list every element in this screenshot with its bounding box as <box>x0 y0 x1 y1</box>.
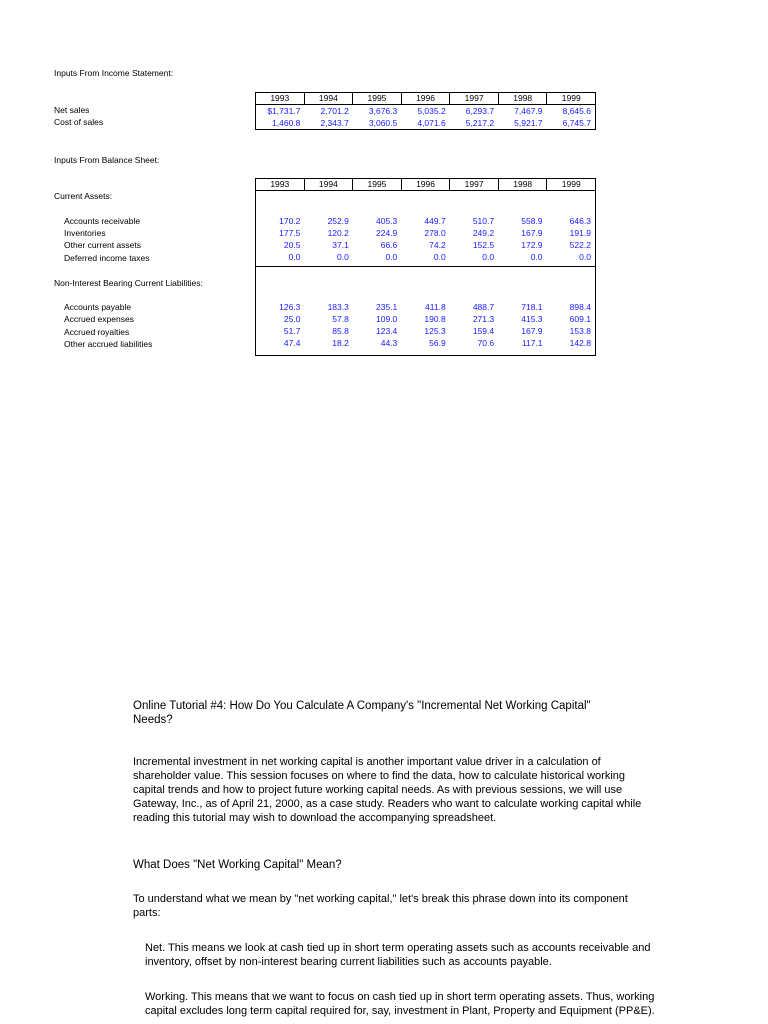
value-cell: 18.2 <box>332 338 349 348</box>
year-cell: 1993 <box>256 93 305 105</box>
value-cell: 142.8 <box>569 338 591 348</box>
value-cell: 70.6 <box>477 338 495 348</box>
value-cell: 125.3 <box>424 326 446 336</box>
year-cell: 1996 <box>402 179 451 191</box>
value-cell: 159.4 <box>472 326 495 336</box>
value-cell: 0.0 <box>385 252 398 262</box>
table-row <box>256 239 595 251</box>
value-cell: 126.3 <box>279 302 301 312</box>
cost-of-sales-row <box>256 117 595 129</box>
value-cell: 449.7 <box>424 216 446 226</box>
value-cell: 167.9 <box>521 326 543 336</box>
row-label: Cost of sales <box>54 117 104 127</box>
year-cell: 1996 <box>402 93 451 105</box>
year-cell: 1998 <box>499 179 548 191</box>
row-label: Other accrued liabilities <box>64 339 153 349</box>
subheading: What Does "Net Working Capital" Mean? <box>133 859 342 871</box>
row-label: Accounts payable <box>64 302 132 312</box>
value-cell: 66.6 <box>380 240 398 250</box>
row-label: Deferred income taxes <box>64 253 150 263</box>
value-cell: 488.7 <box>472 302 495 312</box>
value-cell: 252.9 <box>327 216 349 226</box>
value-cell: 0.0 <box>530 252 543 262</box>
value-cell: 0.0 <box>288 252 301 262</box>
value-cell: 153.8 <box>569 326 591 336</box>
value-cell: 0.0 <box>337 252 349 262</box>
income-heading: Inputs From Income Statement: <box>54 68 174 78</box>
table-row <box>256 325 595 337</box>
working-definition: Working. This means that we want to focus on cash tied up in short term operating assets. Thus, working capital excludes long term capital required for, say, investment in Plant, Property and Equipment (PP&E). <box>145 991 655 1017</box>
table-row <box>256 215 595 227</box>
liabilities-label: Non-Interest Bearing Current Liabilities: <box>54 278 203 288</box>
value-cell: 0.0 <box>433 252 446 262</box>
table-row <box>256 337 595 349</box>
balance-year-header <box>256 179 595 191</box>
value-cell: 120.2 <box>327 228 349 238</box>
value-cell: 191.9 <box>569 228 591 238</box>
net-definition: Net. This means we look at cash tied up in short term operating assets such as accounts receivable and inventory, offset by non-interest bearing current liabilities such as accounts payable. <box>145 942 651 968</box>
liabilities-block <box>256 301 595 349</box>
value-cell: 0.0 <box>579 252 591 262</box>
value-cell: 2,701.2 <box>320 106 349 116</box>
value-cell: 411.8 <box>425 302 446 312</box>
balance-heading: Inputs From Balance Sheet: <box>54 155 160 165</box>
value-cell: 898.4 <box>569 302 591 312</box>
value-cell: 271.3 <box>472 314 495 324</box>
net-sales-row <box>256 105 595 117</box>
row-label: Net sales <box>54 105 90 115</box>
row-label: Accrued royalties <box>64 327 130 337</box>
value-cell: 0.0 <box>482 252 495 262</box>
value-cell: 3,060.5 <box>368 118 398 128</box>
value-cell: 57.8 <box>332 314 349 324</box>
value-cell: 123.4 <box>375 326 398 336</box>
value-cell: 5,217.2 <box>465 118 495 128</box>
section-divider <box>256 266 595 267</box>
value-cell: 522.2 <box>569 240 591 250</box>
current-assets-block <box>256 215 595 263</box>
value-cell: 109.0 <box>375 314 398 324</box>
value-cell: 190.8 <box>424 314 446 324</box>
value-cell: 510.7 <box>472 216 495 226</box>
value-cell: 278.0 <box>424 228 446 238</box>
value-cell: 718.1 <box>521 302 543 312</box>
year-cell: 1995 <box>353 93 402 105</box>
value-cell: 152.5 <box>472 240 495 250</box>
value-cell: 6,745.7 <box>562 118 591 128</box>
value-cell: 7,467.9 <box>514 106 543 116</box>
value-cell: 415.3 <box>521 314 543 324</box>
value-cell: 172.9 <box>521 240 543 250</box>
value-cell: 37.1 <box>332 240 349 250</box>
year-cell: 1993 <box>256 179 305 191</box>
balance-table <box>255 178 596 356</box>
value-cell: 56.9 <box>429 338 446 348</box>
value-cell: 167.9 <box>521 228 543 238</box>
value-cell: 47.4 <box>283 338 301 348</box>
value-cell: 249.2 <box>472 228 495 238</box>
value-cell: 20.5 <box>283 240 301 250</box>
year-cell: 1997 <box>450 179 499 191</box>
value-cell: 4,071.6 <box>417 118 446 128</box>
income-year-header <box>256 93 595 105</box>
year-cell: 1997 <box>450 93 499 105</box>
value-cell: 5,035.2 <box>417 106 446 116</box>
row-label: Other current assets <box>64 240 142 250</box>
value-cell: 183.3 <box>327 302 349 312</box>
table-row <box>256 313 595 325</box>
year-cell: 1999 <box>547 179 595 191</box>
tutorial-intro: Incremental investment in net working capital is another important value driver in a calculation of shareholder value. This session focuses on where to find the data, how to calculate historical working capital trends and how to project future working capital needs. As with previous sessions, we will use Gateway, Inc., as of April 21, 2000, as a case study. Readers who want to calculate working capital while reading this tutorial may wish to download the accompanying spreadsheet. <box>133 756 642 824</box>
income-table <box>255 92 596 130</box>
year-cell: 1994 <box>305 179 354 191</box>
value-cell: 2,343.7 <box>320 118 349 128</box>
year-cell: 1998 <box>499 93 548 105</box>
value-cell: 51.7 <box>283 326 301 336</box>
value-cell: 6,293.7 <box>465 106 495 116</box>
row-label: Accounts receivable <box>64 216 141 226</box>
value-cell: 609.1 <box>569 314 591 324</box>
value-cell: 3,676.3 <box>368 106 398 116</box>
year-cell: 1995 <box>353 179 402 191</box>
paragraph: To understand what we mean by "net working capital," let's break this phrase down into its component parts: <box>133 893 628 919</box>
value-cell: 85.8 <box>332 326 349 336</box>
value-cell: 177.5 <box>279 228 301 238</box>
value-cell: 44.3 <box>380 338 398 348</box>
row-label: Accrued expenses <box>64 314 134 324</box>
value-cell: 5,921.7 <box>514 118 543 128</box>
current-assets-label: Current Assets: <box>54 191 113 201</box>
value-cell: 405.3 <box>375 216 398 226</box>
row-label: Inventories <box>64 228 106 238</box>
value-cell: $1,731.7 <box>267 106 301 116</box>
year-cell: 1999 <box>547 93 595 105</box>
tutorial-title: Online Tutorial #4: How Do You Calculate A Company's "Incremental Net Working Capital" Needs? <box>133 700 591 726</box>
table-row <box>256 301 595 313</box>
year-cell: 1994 <box>305 93 354 105</box>
value-cell: 646.3 <box>569 216 591 226</box>
table-row <box>256 251 595 263</box>
value-cell: 224.9 <box>375 228 398 238</box>
value-cell: 117.1 <box>521 338 543 348</box>
value-cell: 558.9 <box>521 216 543 226</box>
table-row <box>256 227 595 239</box>
value-cell: 1,460.8 <box>272 118 301 128</box>
value-cell: 170.2 <box>279 216 301 226</box>
value-cell: 235.1 <box>375 302 398 312</box>
value-cell: 74.2 <box>429 240 446 250</box>
value-cell: 8,645.6 <box>562 106 591 116</box>
value-cell: 25.0 <box>283 314 301 324</box>
